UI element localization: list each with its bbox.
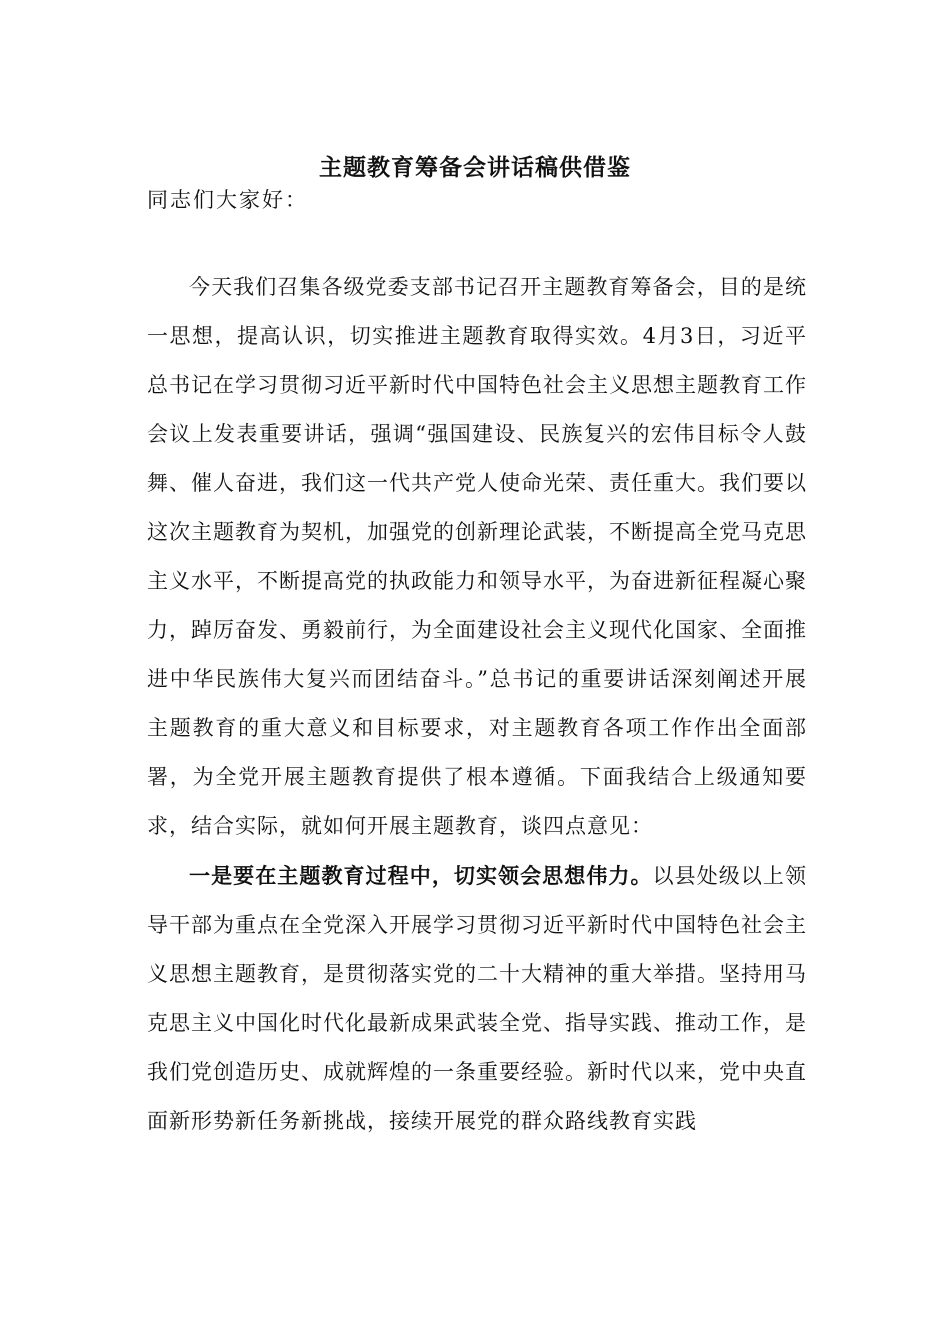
paragraph-lead: 一是要在主题教育过程中，切实领会思想伟力。 [189, 863, 653, 888]
document-title: 主题教育筹备会讲话稿供借鉴 [319, 154, 631, 181]
paragraph-intro [147, 262, 807, 851]
greeting: 同志们大家好： [147, 188, 308, 212]
paragraph-text: 以县处级以上领导干部为重点在全党深入开展学习贯彻习近平新时代中国特色社会主义思想主题教育，是贯彻落实党的二十大精神的重大举措。坚持用马克思主义中国化时代化最新成果武装全党、指导实践、推动工作，是我们党创造历史、成就辉煌的一条重要经验。新时代以来，党中央直面新形势新任务新挑战，接续开展党的群众路线教育实践 [147, 864, 808, 1133]
document-body [147, 262, 807, 1146]
paragraph-text: 今天我们召集各级党委支部书记召开主题教育筹备会，目的是统一思想，提高认识，切实推进主题教育取得实效。4月3日，习近平总书记在学习贯彻习近平新时代中国特色社会主义思想主题教育工作会议上发表重要讲话，强调“强国建设、民族复兴的宏伟目标令人鼓舞、催人奋进，我们这一代共产党人使命光荣、责任重大。我们要以这次主题教育为契机，加强党的创新理论武装，不断提高全党马克思主义水平，不断提高党的执政能力和领导水平，为奋进新征程凝心聚力，踔厉奋发、勇毅前行，为全面建设社会主义现代化国家、全面推进中华民族伟大复兴而团结奋斗。”总书记的重要讲话深刻阐述开展主题教育的重大意义和目标要求，对主题教育各项工作作出全面部署，为全党开展主题教育提供了根本遵循。下面我结合上级通知要求，结合实际，就如何开展主题教育，谈四点意见： [147, 275, 807, 838]
paragraph-point-one [147, 851, 807, 1146]
